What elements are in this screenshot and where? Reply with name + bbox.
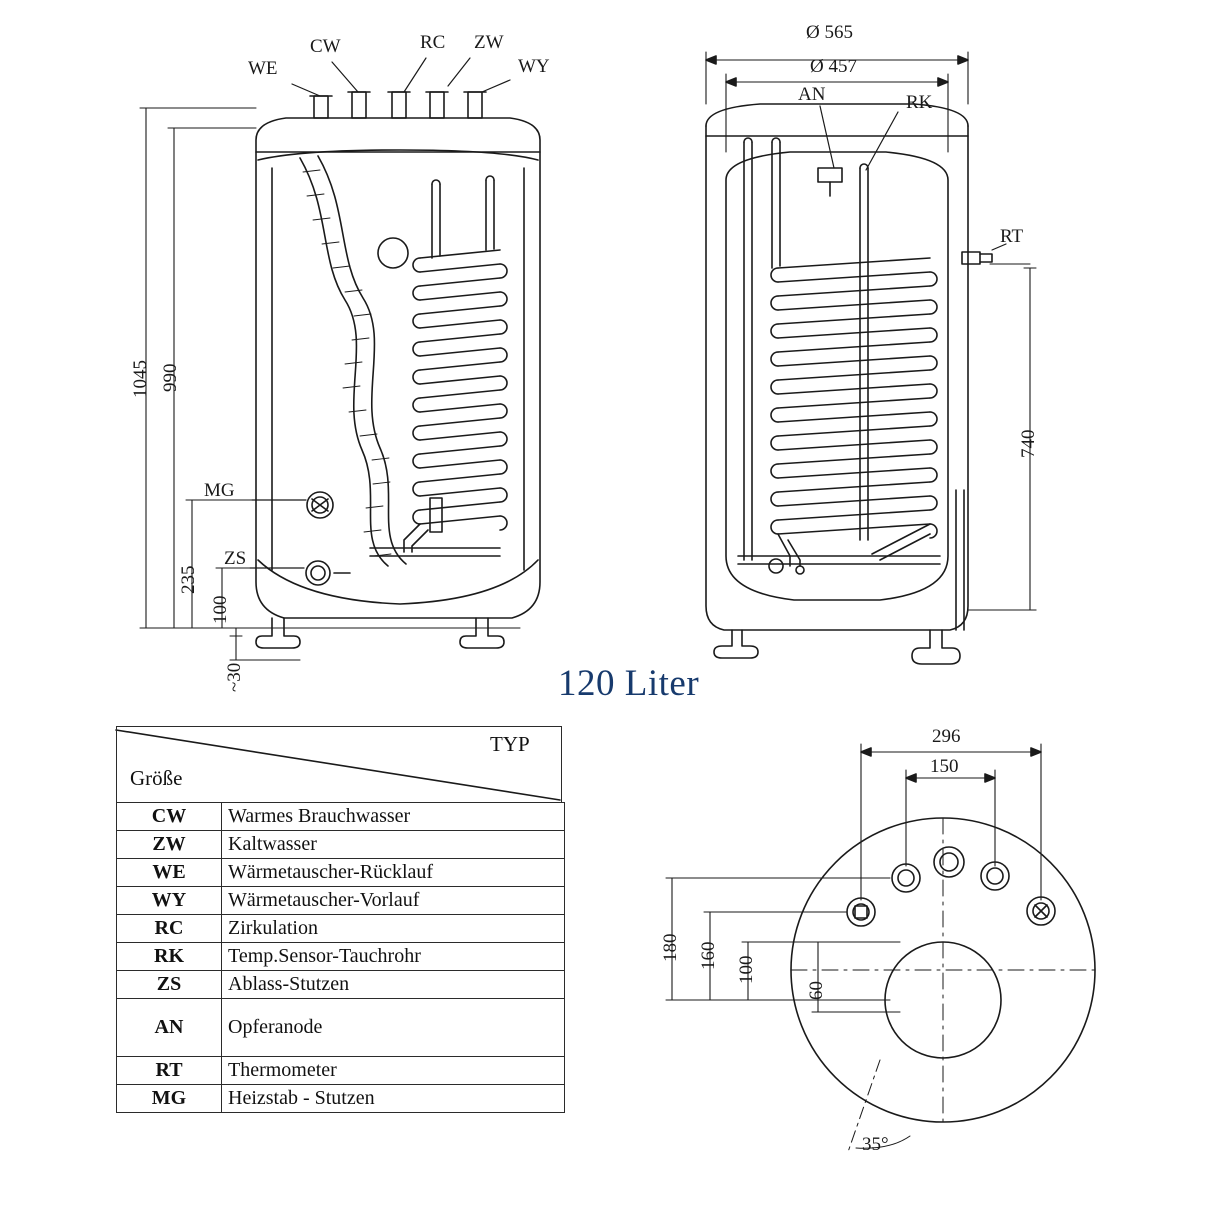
dim-180: 180 [660,933,681,962]
legend-desc: Temp.Sensor-Tauchrohr [222,943,565,971]
table-row [117,1085,565,1113]
legend-code: AN [117,999,222,1057]
front-view-group [140,58,540,660]
table-row [117,999,565,1057]
label-zw: ZW [474,32,504,53]
label-cw: CW [310,36,341,57]
label-mg: MG [204,480,235,501]
dim-30: ~30 [224,662,245,692]
legend-desc: Warmes Brauchwasser [222,803,565,831]
dim-296: 296 [932,726,961,747]
legend-code: WE [117,859,222,887]
front-top-nozzles [310,92,486,118]
dim-dia-565: Ø 565 [806,22,853,43]
table-row [117,971,565,999]
side-view-group [706,52,1036,664]
dim-angle-35: 35° [862,1134,889,1155]
dim-990: 990 [160,363,181,392]
zs-flange [306,561,350,585]
legend-code: RC [117,915,222,943]
label-we: WE [248,58,278,79]
legend-desc: Kaltwasser [222,831,565,859]
legend-code: ZW [117,831,222,859]
legend-code: CW [117,803,222,831]
legend-desc: Zirkulation [222,915,565,943]
table-row [117,859,565,887]
table-row [117,943,565,971]
rt-thermometer [962,252,992,264]
dim-150: 150 [930,756,959,777]
dim-dia-457: Ø 457 [810,56,857,77]
dim-100: 100 [210,595,231,624]
legend-desc: Wärmetauscher-Rücklauf [222,859,565,887]
legend-desc: Thermometer [222,1057,565,1085]
table-row [117,803,565,831]
legend-desc: Heizstab - Stutzen [222,1085,565,1113]
mg-flange [307,492,333,518]
table-row [117,887,565,915]
front-heat-exchanger-coil [404,176,507,552]
legend-header-typ: TYP [490,732,530,756]
legend-code: RT [117,1057,222,1085]
legend-code: MG [117,1085,222,1113]
dim-1045: 1045 [130,360,151,398]
dim-60: 60 [806,981,827,1000]
dim-160: 160 [698,941,719,970]
legend-code: WY [117,887,222,915]
legend-header-size: Größe [130,766,183,790]
top-view-ports [847,847,1055,926]
label-rc: RC [420,32,446,53]
legend-table [116,802,565,1113]
table-row [117,915,565,943]
side-heat-exchanger-coil [771,258,937,566]
table-row [117,1057,565,1085]
dim-740: 740 [1018,429,1039,458]
legend-desc: Opferanode [222,999,565,1057]
legend-code: RK [117,943,222,971]
top-view-group [666,744,1095,1152]
label-an: AN [798,84,826,105]
dim-235: 235 [178,565,199,594]
label-zs: ZS [224,548,247,569]
table-row [117,831,565,859]
label-wy: WY [518,56,550,77]
label-rk: RK [906,92,933,113]
legend-desc: Ablass-Stutzen [222,971,565,999]
label-rt: RT [1000,226,1024,247]
dim-100-top: 100 [736,955,757,984]
page-title: 120 Liter [558,663,700,704]
legend-desc: Wärmetauscher-Vorlauf [222,887,565,915]
legend-code: ZS [117,971,222,999]
